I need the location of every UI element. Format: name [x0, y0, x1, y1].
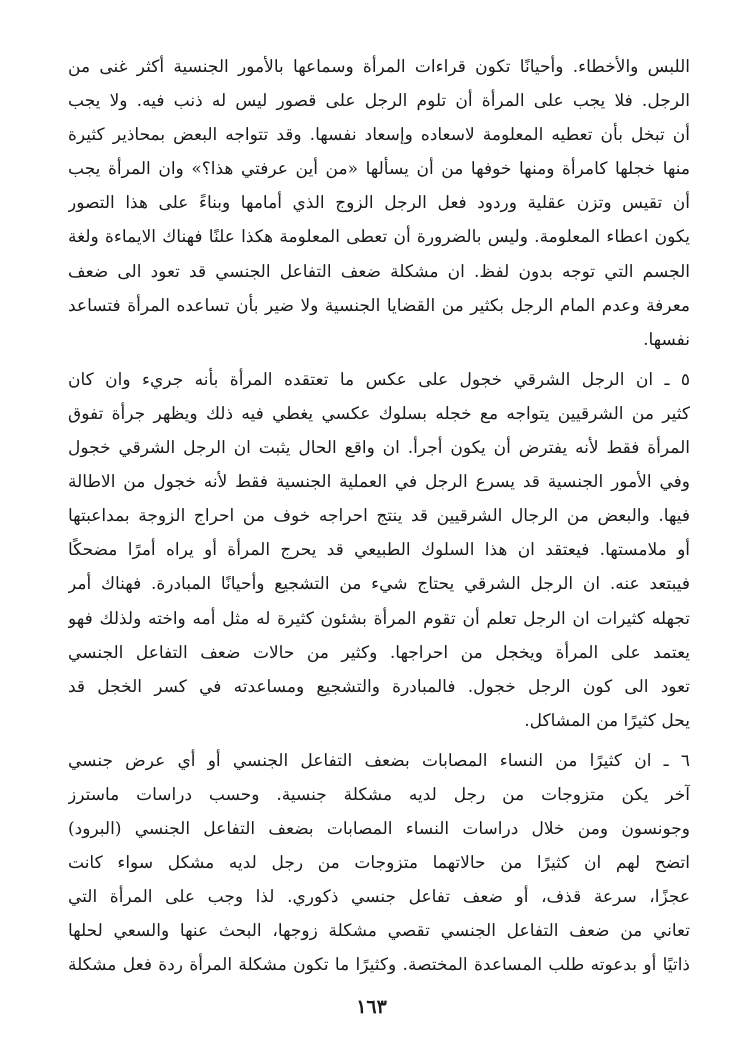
text-line: نفسها. [643, 329, 690, 350]
text-line: تعاني من ضعف التفاعل الجنسي تقصي مشكلة زوجها، البحث عنها والسعي لحلها [68, 921, 690, 942]
text-line: معرفة وعدم المام الرجل بكثير من القضايا الجنسية ولا ضير بأن تساعده المرأة فتساعد [68, 295, 690, 316]
text-line: كثير من الشرقيين يتواجه مع خجله بسلوك عكسي يغطي فيه ذلك ويظهر جرأة تفوق [68, 403, 690, 424]
paragraph-1 [68, 50, 690, 357]
page-number: ١٦٣ [356, 996, 387, 1018]
text-line: فيها. والبعض من الرجال الشرقيين قد ينتج احراجه خوف من احراج الزوجة بمداعبتها [68, 506, 690, 527]
text-line: وجونسون ومن خلال دراسات النساء المصابات بضعف التفاعل الجنسي (البرود) [68, 819, 690, 840]
text-line: أن تبخل بأن تعطيه المعلومة لاسعاده وإسعاد نفسها. وقد تتواجه البعض بمحاذير كثيرة [68, 125, 690, 146]
text-line: تجهله كثيرات ان الرجل تعلم أن تقوم المرأة بشئون كثيرة له مثل أمه واخته ولذلك فهو [68, 608, 690, 629]
text-line: ذاتيًا أو بدعوته طلب المساعدة المختصة. وكثيرًا ما تكون مشكلة المرأة ردة فعل مشكلة [68, 955, 690, 976]
paragraph-2 [68, 363, 690, 738]
paragraph-3 [68, 744, 690, 983]
text-line: اللبس والأخطاء. وأحيانًا تكون قراءات المرأة وسماعها بالأمور الجنسية أكثر غنى من [68, 57, 690, 77]
text-line: آخر يكن متزوجات من رجل لديه مشكلة جنسية. وحسب دراسات ماسترز [68, 784, 690, 805]
text-line: أو ملامستها. فيعتقد ان هذا السلوك الطبيعي قد يحرج المرأة أو يراه أمرًا مضحكًا [68, 540, 690, 561]
page-body [68, 50, 690, 1020]
text-line: يحل كثيرًا من المشاكل. [524, 710, 690, 731]
text-line: الجسم التي توجه بدون لفظ. ان مشكلة ضعف التفاعل الجنسي قد تعود الى ضعف [68, 261, 690, 282]
text-line: وفي الأمور الجنسية قد يسرع الرجل في العملية الجنسية فقط لأنه خجول من الاطالة [68, 472, 690, 493]
text-line: منها خجلها كامرأة ومنها خوفها من أن يسألها «من أين عرفتي هذا؟» وان المرأة يجب [68, 159, 690, 180]
text-line: الرجل. فلا يجب على المرأة أن تلوم الرجل على قصور ليس له ذنب فيه. ولا يجب [68, 91, 690, 112]
text-line: فيبتعد عنه. ان الرجل الشرقي يحتاج شيء من التشجيع وأحيانًا المبادرة. فهناك أمر [68, 574, 690, 595]
text-line: المرأة فقط لأنه يفترض أن يكون أجرأ. ان واقع الحال يثبت ان الرجل الشرقي خجول [68, 438, 690, 459]
text-line: ٥ ـ ان الرجل الشرقي خجول على عكس ما تعتقده المرأة بأنه جريء وان كان [68, 369, 690, 390]
text-line: يكون اعطاء المعلومة. وليس بالضرورة أن تعطى المعلومة هكذا علنًا فهناك الايماءة ولغة [68, 227, 690, 248]
text-line: تعود الى كون الرجل خجول. فالمبادرة والتشجيع ومساعدته في كسر الخجل قد [68, 676, 690, 697]
text-line: ٦ ـ ان كثيرًا من النساء المصابات بضعف التفاعل الجنسي أو أي عرض جنسي [68, 750, 690, 771]
text-line: يعتمد على المرأة ويخجل من احراجها. وكثير من حالات ضعف التفاعل الجنسي [68, 642, 690, 663]
text-line: عجزًا، سرعة قذف، أو ضعف تفاعل جنسي ذكوري. لذا وجب على المرأة التي [68, 887, 690, 908]
text-line: أن تقيس وتزن عقلية وردود فعل الرجل الزوج الذي أمامها وبناءً على هذا التصور [68, 193, 690, 214]
text-line: اتضح لهم ان كثيرًا من حالاتهما متزوجات من رجل لديه مشكل سواء كانت [68, 853, 690, 874]
